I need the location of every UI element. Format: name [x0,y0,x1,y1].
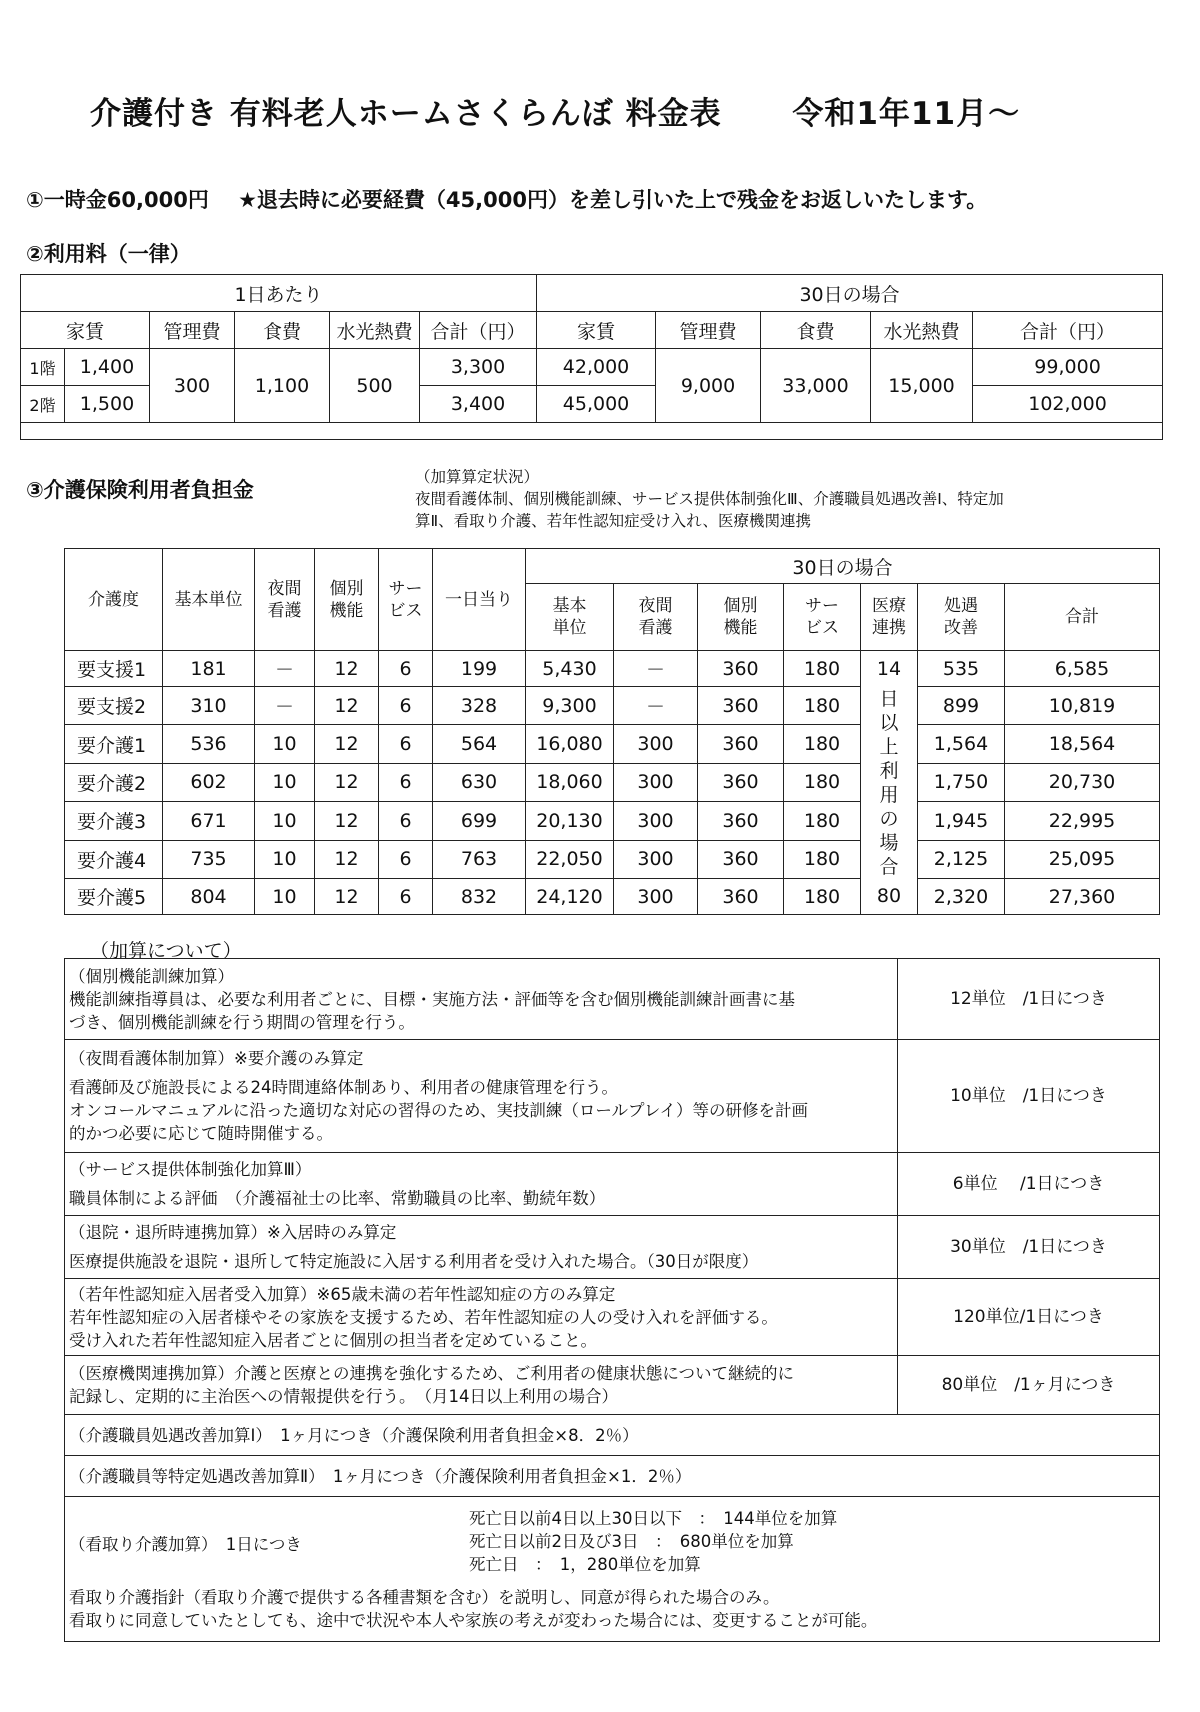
kasan-row [65,1153,1160,1216]
night30-unit: － [614,687,698,725]
hdr-service30 [784,584,861,651]
lump-sum-line [26,184,987,214]
kasan-caption: （加算について） [90,940,242,962]
hdr-night30 [614,584,698,651]
hdr-line: 夜間 [267,578,302,599]
service30-unit: 180 [784,763,861,801]
care-heading: ③介護保険利用者負担金 [26,478,254,502]
kasan-row [65,1040,1160,1153]
food-value: 1,100 [235,349,330,423]
col-food-30: 食費 [761,312,871,349]
kasan-row [65,1415,1160,1456]
kasan-title: （サービス提供体制強化加算Ⅲ） [69,1160,312,1179]
mitori-note: 看取りに同意していたとしても、途中で状況や本人や家族の考えが変わった場合には、変更することが可能。 [69,1610,878,1630]
indiv-unit: 12 [315,840,379,878]
kasan-table [64,958,1160,1642]
night-unit: 10 [255,840,315,878]
hdr-line: 機能 [329,600,364,621]
table-row [65,763,1160,801]
treat-unit: 535 [918,651,1005,687]
kasan-line: 記録し、定期的に主治医への情報提供を行う。 （月14日以上利用の場合） [69,1387,618,1406]
daily-unit: 630 [433,763,526,801]
hdr-indiv30 [698,584,784,651]
indiv30-unit: 360 [698,763,784,801]
lump-sum-note: ★退去時に必要経費（45,000円）を差し引いた上で残金をお返しいたします。 [238,188,988,212]
base-unit: 536 [163,725,255,763]
care-note [415,466,1175,532]
base-unit: 602 [163,763,255,801]
daily-unit: 832 [433,879,526,915]
medical-top: 14 [861,651,918,687]
kasan-line: オンコールマニュアルに沿った適切な対応の習得のため、実技訓練（ロールプレイ）等の研修を計画 [69,1101,809,1120]
hdr-treat [918,584,1005,651]
kasan-unit: 6単位 /1日につき [898,1153,1160,1216]
mitori-top [69,1507,1155,1576]
kasan-line: 的かつ必要に応じて随時開催する。 [69,1124,333,1143]
kasan-title: （退院・退所時連携加算）※入居時のみ算定 [69,1223,397,1242]
indiv30-unit: 360 [698,687,784,725]
indiv30-unit: 360 [698,651,784,687]
hdr-line: 看護 [638,618,673,638]
total30-value: 99,000 [973,349,1163,386]
effective-date: 令和1年11月～ [792,96,1021,132]
usage-heading: ②利用料（一律） [26,242,191,266]
service-unit: 6 [379,763,433,801]
treat-unit: 1,750 [918,763,1005,801]
vertical-char: 利 [879,759,899,782]
hdr-line: サー [388,578,423,599]
kasan-row [65,959,1160,1040]
usage-fee-table [20,274,1163,440]
kasan-row [65,1456,1160,1497]
kasan-row [65,1356,1160,1415]
usage-row-1f [21,349,1163,386]
base-unit: 804 [163,879,255,915]
hdr-service [379,549,433,651]
base30-unit: 16,080 [526,725,614,763]
service30-unit: 180 [784,879,861,915]
care-level: 要介護1 [65,725,163,763]
table-row [65,840,1160,878]
medical-vertical [861,687,918,879]
col-food: 食費 [235,312,330,349]
col-rent-30: 家賃 [537,312,656,349]
total-unit: 10,819 [1005,687,1160,725]
base30-unit: 9,300 [526,687,614,725]
floor-label: 1階 [21,349,65,386]
care-note-line: 算Ⅱ、看取り介護、若年性認知症受け入れ、医療機関連携 [415,512,812,530]
total-unit: 27,360 [1005,879,1160,915]
base-unit: 181 [163,651,255,687]
kasan-row [65,1216,1160,1279]
medical-bottom: 80 [861,879,918,915]
hdr-30days: 30日の場合 [526,549,1160,584]
indiv-unit: 12 [315,802,379,840]
indiv30-unit: 360 [698,840,784,878]
night-unit: － [255,651,315,687]
indiv30-unit: 360 [698,802,784,840]
col-rent: 家賃 [21,312,150,349]
total-unit: 18,564 [1005,725,1160,763]
service30-unit: 180 [784,725,861,763]
kasan-line: づき、個別機能訓練を行う期間の管理を行う。 [69,1012,415,1032]
hdr-line: 単位 [552,618,587,638]
total-value: 3,400 [420,386,537,423]
indiv-unit: 12 [315,725,379,763]
document-title: 介護付き 有料老人ホームさくらんぼ 料金表 [90,96,722,132]
care-fee-table [64,548,1160,915]
kasan-unit: 30単位 /1日につき [898,1216,1160,1279]
night30-unit: 300 [614,840,698,878]
hdr-base: 基本単位 [163,549,255,651]
mitori-rule: 死亡日以前4日以上30日以下 ： 144単位を加算 [469,1508,838,1528]
page-title [90,88,1020,133]
night-unit: 10 [255,725,315,763]
kasan-title: （若年性認知症入居者受入加算）※65歳未満の若年性認知症の方のみ算定 [69,1284,616,1304]
daily-unit: 328 [433,687,526,725]
care-note-line: （加算算定状況） [415,468,540,486]
base-unit: 735 [163,840,255,878]
table-row [65,687,1160,725]
table-row [65,651,1160,687]
kasan-line: 職員体制による評価 （介護福祉士の比率、常勤職員の比率、勤続年数） [69,1189,606,1208]
hdr-line: 看護 [267,600,302,621]
vertical-char: 以 [879,711,899,734]
lump-sum-label: ①一時金60,000円 [26,188,209,212]
service-unit: 6 [379,802,433,840]
service30-unit: 180 [784,651,861,687]
treat-unit: 1,945 [918,802,1005,840]
hdr-line: 処遇 [944,596,978,616]
floor-label: 2階 [21,386,65,423]
care-level: 要支援1 [65,651,163,687]
service-unit: 6 [379,651,433,687]
vertical-char: 日 [879,687,899,710]
kasan-desc [65,1216,898,1279]
table-row [65,879,1160,915]
rent30-value: 42,000 [537,349,656,386]
indiv30-unit: 360 [698,725,784,763]
service-unit: 6 [379,687,433,725]
management30-value: 9,000 [656,349,761,423]
hdr-line: ビス [388,600,423,621]
service-unit: 6 [379,879,433,915]
care-level: 要介護5 [65,879,163,915]
kasan-row [65,1497,1160,1642]
indiv-unit: 12 [315,763,379,801]
kasan-desc [65,959,898,1040]
hdr-medical [861,584,918,651]
vertical-char: 用 [879,783,899,806]
kasan-title: （医療機関連携加算）介護と医療との連携を強化するため、ご利用者の健康状態について継続的に [69,1364,795,1383]
treat-unit: 2,125 [918,840,1005,878]
food30-value: 33,000 [761,349,871,423]
base30-unit: 5,430 [526,651,614,687]
care-level: 要介護3 [65,802,163,840]
rent-value: 1,400 [65,349,150,386]
indiv-unit: 12 [315,879,379,915]
vertical-char: 上 [879,735,899,758]
hdr-line: 医療 [872,596,906,616]
total-unit: 22,995 [1005,802,1160,840]
daily-unit: 699 [433,802,526,840]
base30-unit: 18,060 [526,763,614,801]
kasan-line: 若年性認知症の入居者様やその家族を支援するため、若年性認知症の人の受け入れを評価する。 [69,1307,778,1327]
kasan-line: 機能訓練指導員は、必要な利用者ごとに、目標・実施方法・評価等を含む個別機能訓練計画書に基 [69,989,795,1009]
kasan-desc [65,1279,898,1356]
col-total: 合計（円） [420,312,537,349]
kasan-unit: 80単位 /1ヶ月につき [898,1356,1160,1415]
service30-unit: 180 [784,687,861,725]
col-management-30: 管理費 [656,312,761,349]
utilities30-value: 15,000 [871,349,973,423]
hdr-daily: 一日当り [433,549,526,651]
hdr-line: 改善 [944,618,978,638]
indiv30-unit: 360 [698,879,784,915]
service-unit: 6 [379,840,433,878]
vertical-char: 合 [879,855,899,878]
total-unit: 20,730 [1005,763,1160,801]
kasan-row [65,1279,1160,1356]
usage-group-daily: 1日あたり [21,275,537,312]
indiv-unit: 12 [315,687,379,725]
hdr-line: ビス [805,618,839,638]
syogu-kaizen-2: （介護職員等特定処遇改善加算Ⅱ） 1ヶ月につき（介護保険利用者負担金×1．2％） [65,1456,1160,1497]
table-row [65,802,1160,840]
vertical-char: 場 [879,831,899,854]
daily-unit: 564 [433,725,526,763]
hdr-indiv [315,549,379,651]
treat-unit: 2,320 [918,879,1005,915]
service-unit: 6 [379,725,433,763]
total-unit: 6,585 [1005,651,1160,687]
hdr-level: 介護度 [65,549,163,651]
usage-footer-row [21,423,1163,440]
indiv-unit: 12 [315,651,379,687]
night-unit: 10 [255,879,315,915]
total-unit: 25,095 [1005,840,1160,878]
utilities-value: 500 [330,349,420,423]
mitori-label: （看取り介護加算） 1日につき [69,1534,302,1554]
hdr-total: 合計 [1005,584,1160,651]
hdr-base30 [526,584,614,651]
kasan-unit: 12単位 /1日につき [898,959,1160,1040]
col-utilities: 水光熱費 [330,312,420,349]
usage-group-30days: 30日の場合 [537,275,1163,312]
night-unit: 10 [255,802,315,840]
treat-unit: 899 [918,687,1005,725]
management-value: 300 [150,349,235,423]
night30-unit: 300 [614,802,698,840]
hdr-line: 夜間 [638,596,673,616]
mitori-rules [469,1507,1155,1576]
kasan-desc [65,1153,898,1216]
daily-unit: 199 [433,651,526,687]
kasan-line: 医療提供施設を退院・退所して特定施設に入居する利用者を受け入れた場合。（30日が限度） [69,1252,759,1271]
kasan-line: 受け入れた若年性認知症入居者ごとに個別の担当者を定めていること。 [69,1330,597,1350]
total30-value: 102,000 [973,386,1163,423]
table-row [65,725,1160,763]
mitori-rule: 死亡日以前2日及び3日 ： 680単位を加算 [469,1531,794,1551]
night30-unit: 300 [614,725,698,763]
kasan-title: （個別機能訓練加算） [69,966,234,986]
night30-unit: － [614,651,698,687]
hdr-night [255,549,315,651]
rent-value: 1,500 [65,386,150,423]
base-unit: 671 [163,802,255,840]
service30-unit: 180 [784,802,861,840]
kasan-line: 看護師及び施設長による24時間連絡体制あり、利用者の健康管理を行う。 [69,1078,618,1097]
kasan-desc [65,1356,898,1415]
hdr-line: 個別 [329,578,364,599]
night-unit: 10 [255,763,315,801]
total-value: 3,300 [420,349,537,386]
kasan-unit: 120単位/1日につき [898,1279,1160,1356]
care-level: 要介護2 [65,763,163,801]
kasan-unit: 10単位 /1日につき [898,1040,1160,1153]
night30-unit: 300 [614,763,698,801]
hdr-line: 機能 [723,618,758,638]
care-level: 要支援2 [65,687,163,725]
hdr-line: 個別 [723,596,758,616]
col-utilities-30: 水光熱費 [871,312,973,349]
vertical-char: の [879,807,899,830]
hdr-line: 基本 [552,596,587,616]
treat-unit: 1,564 [918,725,1005,763]
kasan-desc [65,1040,898,1153]
daily-unit: 763 [433,840,526,878]
base30-unit: 24,120 [526,879,614,915]
base30-unit: 20,130 [526,802,614,840]
night-unit: － [255,687,315,725]
syogu-kaizen-1: （介護職員処遇改善加算Ⅰ） 1ヶ月につき（介護保険利用者負担金×8．2％） [65,1415,1160,1456]
kasan-title: （夜間看護体制加算）※要介護のみ算定 [69,1049,364,1068]
base-unit: 310 [163,687,255,725]
service30-unit: 180 [784,840,861,878]
care-level: 要介護4 [65,840,163,878]
col-total-30: 合計（円） [973,312,1163,349]
base30-unit: 22,050 [526,840,614,878]
col-management: 管理費 [150,312,235,349]
hdr-line: 連携 [872,618,906,638]
rent30-value: 45,000 [537,386,656,423]
mitori-note: 看取り介護指針（看取り介護で提供する各種書類を含む）を説明し、同意が得られた場合のみ。 [69,1587,780,1607]
night30-unit: 300 [614,879,698,915]
care-note-line: 夜間看護体制、個別機能訓練、サービス提供体制強化Ⅲ、介護職員処遇改善Ⅰ、特定加 [415,490,1004,508]
hdr-line: サー [805,596,839,616]
mitori-rule: 死亡日 ： 1，280単位を加算 [469,1554,701,1574]
mitori-block [65,1497,1160,1642]
